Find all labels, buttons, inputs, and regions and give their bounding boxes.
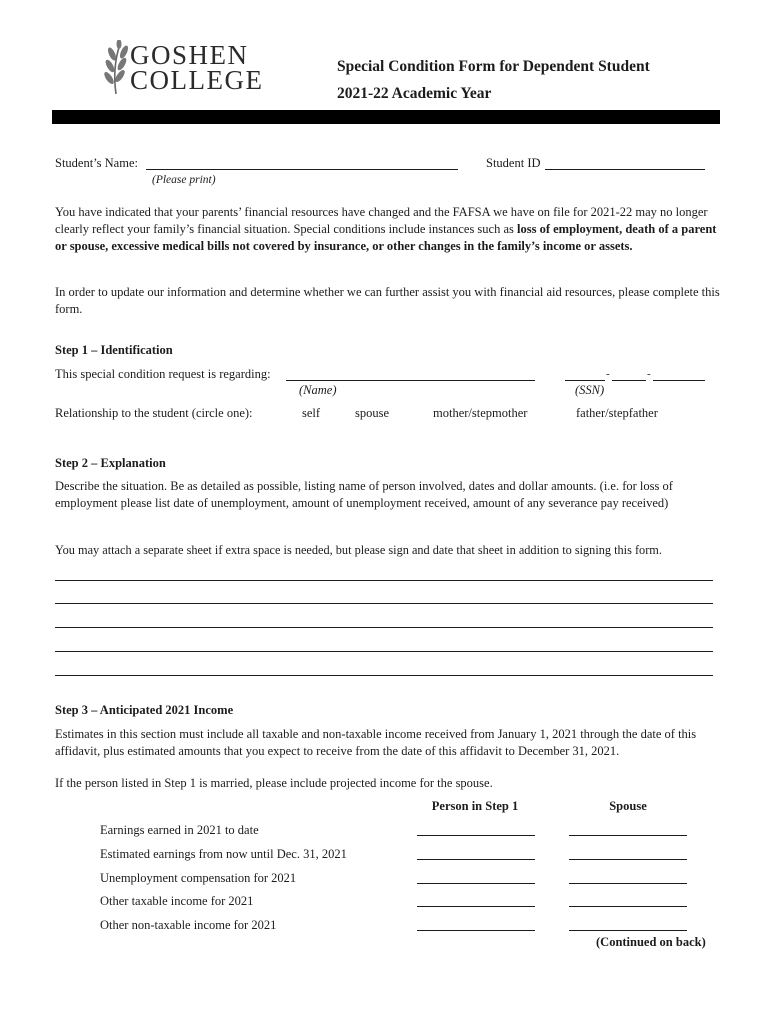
academic-year: 2021-22 Academic Year (337, 85, 492, 102)
step3-intro: Estimates in this section must include all taxable and non-taxable income received from January 1, 2021 through the date of this affidavit, plus estimated amounts that you expect to receive from the date of this affidavit to December 31, 2021. (55, 727, 697, 758)
logo-text-goshen: GOSHEN (130, 40, 249, 70)
ssn-dash: - (647, 368, 651, 380)
relationship-option-father[interactable]: father/stepfather (576, 406, 658, 420)
income-field-spouse[interactable] (569, 835, 687, 836)
column-header-spouse: Spouse (609, 799, 647, 813)
student-name-label: Student’s Name: (55, 156, 138, 170)
income-field-spouse[interactable] (569, 883, 687, 884)
income-field-person[interactable] (417, 835, 535, 836)
income-field-person[interactable] (417, 930, 535, 931)
explanation-line[interactable] (55, 627, 713, 628)
relationship-option-mother[interactable]: mother/stepmother (433, 406, 528, 420)
income-field-person[interactable] (417, 883, 535, 884)
update-paragraph: In order to update our information and determine whether we can further assist you with financial aid resources, please complete this form. (55, 285, 720, 316)
step1-heading: Step 1 – Identification (55, 343, 173, 357)
regarding-name-field[interactable] (286, 380, 535, 381)
income-row-label: Estimated earnings from now until Dec. 31, 2021 (100, 847, 347, 861)
form-title: Special Condition Form for Dependent Student (337, 58, 650, 75)
income-row-label: Earnings earned in 2021 to date (100, 823, 259, 837)
column-header-person: Person in Step 1 (431, 799, 519, 813)
married-note: If the person listed in Step 1 is married, please include projected income for the spouse. (55, 776, 493, 790)
header-divider-bar (52, 110, 720, 124)
ssn-hint: (SSN) (575, 383, 605, 397)
ssn-part-2[interactable] (612, 380, 646, 381)
explanation-line[interactable] (55, 580, 713, 581)
income-row-label: Unemployment compensation for 2021 (100, 871, 297, 885)
please-print-hint: (Please print) (152, 174, 216, 186)
explanation-line[interactable] (55, 603, 713, 604)
ssn-part-1[interactable] (565, 380, 605, 381)
student-id-field[interactable] (545, 169, 705, 170)
logo-text-college: COLLEGE (130, 65, 264, 95)
income-field-spouse[interactable] (569, 930, 687, 931)
income-field-person[interactable] (417, 859, 535, 860)
income-row-label: Other non-taxable income for 2021 (100, 918, 277, 932)
regarding-label: This special condition request is regarding: (55, 367, 271, 381)
step2-heading: Step 2 – Explanation (55, 456, 166, 470)
intro-paragraph (55, 204, 720, 255)
income-field-spouse[interactable] (569, 906, 687, 907)
income-row-label: Other taxable income for 2021 (100, 894, 254, 908)
income-field-person[interactable] (417, 906, 535, 907)
attach-note: You may attach a separate sheet if extra space is needed, but please sign and date that sheet in addition to signing this form. (55, 543, 662, 557)
relationship-option-self[interactable]: self (302, 406, 321, 420)
name-hint: (Name) (299, 383, 337, 397)
ssn-field[interactable] (565, 370, 705, 382)
continued-on-back: (Continued on back) (596, 935, 706, 949)
ssn-dash: - (606, 368, 610, 380)
ssn-part-3[interactable] (653, 380, 705, 381)
step3-heading: Step 3 – Anticipated 2021 Income (55, 703, 234, 717)
intro-bold-conditions: loss of employment, death of a parent or spouse, excessive medical bills not covered by insurance, or other changes in the family’s income or assets. (55, 222, 717, 253)
step2-description: Describe the situation. Be as detailed as possible, listing name of person involved, dates and dollar amounts. (i.e. for loss of employment please list date of unemployment, amount of unemployment received, amount of any severance pay received) (55, 479, 673, 510)
college-logo-leaf-icon (100, 40, 130, 96)
income-field-spouse[interactable] (569, 859, 687, 860)
explanation-line[interactable] (55, 675, 713, 676)
intro-text: You have indicated that your parents’ financial resources have changed and the FAFSA we have on file for 2021-22 may no longer clearly reflect your family’s financial situation. Special conditions include instances such as (55, 205, 708, 236)
relationship-label: Relationship to the student (circle one): (55, 406, 253, 420)
student-name-field[interactable] (146, 169, 458, 170)
relationship-option-spouse[interactable]: spouse (355, 406, 390, 420)
student-id-label: Student ID (486, 156, 541, 170)
explanation-line[interactable] (55, 651, 713, 652)
